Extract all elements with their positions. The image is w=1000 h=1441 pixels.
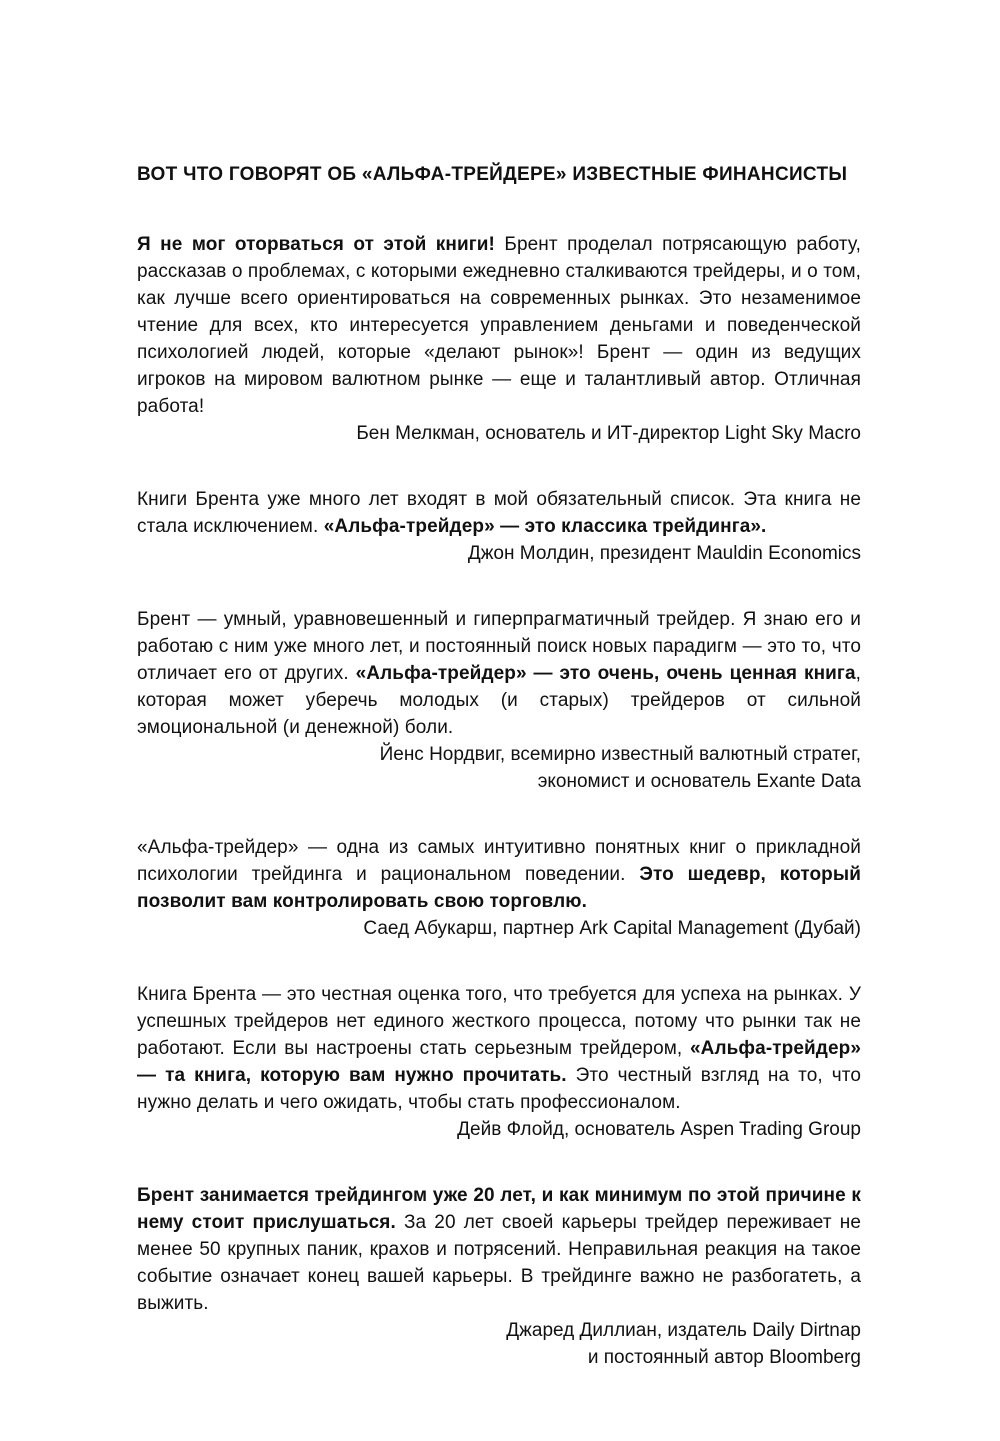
testimonial-quote bbox=[137, 981, 861, 1116]
testimonial-quote bbox=[137, 231, 861, 420]
quote-text: , которая может уберечь молодых (и старых) трейдеров от сильной эмоциональной (и денежной) боли. bbox=[137, 663, 862, 738]
page-title: ВОТ ЧТО ГОВОРЯТ ОБ «АЛЬФА-ТРЕЙДЕРЕ» ИЗВЕСТНЫЕ ФИНАНСИСТЫ bbox=[137, 164, 848, 185]
quote-highlight: «Альфа-трейдер» — это классика трейдинга». bbox=[323, 516, 767, 537]
testimonial-attribution bbox=[137, 420, 861, 447]
quote-highlight: «Альфа-трейдер» — это очень, очень ценная книга bbox=[355, 663, 856, 684]
attribution-line: Джаред Диллиан, издатель Daily Dirtnap bbox=[506, 1320, 861, 1341]
quote-highlight: «Альфа-трейдер» — та книга, которую вам нужно прочитать. bbox=[137, 1038, 861, 1086]
attribution-line: Дейв Флойд, основатель Aspen Trading Group bbox=[457, 1119, 861, 1140]
attribution-line: экономист и основатель Exante Data bbox=[537, 771, 861, 792]
quote-text: Брент проделал потрясающую работу, рассказав о проблемах, с которыми ежедневно сталкиваются трейдеры, и о том, как лучше всего ориентироваться на современных рынках. Это незаменимое чтение для всех, кто интересуется управлением деньгами и поведенческой психологией людей, которые «делают рынок»! Брент — один из ведущих игроков на мировом валютном рынке — еще и талантливый автор. Отличная работа! bbox=[137, 234, 861, 417]
quote-text: «Альфа-трейдер» — одна из самых интуитивно понятных книг о прикладной психологии трейдинга и рациональном поведении. bbox=[137, 837, 861, 885]
testimonial-attribution bbox=[137, 1116, 861, 1143]
quote-text: За 20 лет своей карьеры трейдер переживает не менее 50 крупных паник, крахов и потрясений. Неправильная реакция на такое событие означает конец вашей карьеры. В трейдинге важно не разбогатеть, а выжить. bbox=[137, 1212, 862, 1314]
attribution-line: Йенс Нордвиг, всемирно известный валютный стратег, bbox=[379, 744, 861, 765]
testimonial-quote bbox=[137, 606, 861, 741]
testimonial-attribution bbox=[137, 741, 861, 795]
testimonial-quote bbox=[137, 1182, 861, 1317]
testimonial-1 bbox=[137, 231, 861, 447]
quote-highlight: Брент занимается трейдингом уже 20 лет, и как минимум по этой причине к нему стоит прислушаться. bbox=[137, 1185, 861, 1233]
testimonial-4 bbox=[137, 834, 861, 942]
testimonial-attribution bbox=[137, 540, 861, 567]
testimonial-6 bbox=[137, 1182, 861, 1371]
quote-text: Книга Брента — это честная оценка того, что требуется для успеха на рынках. У успешных трейдеров нет единого жесткого процесса, потому что рынки так не работают. Если вы настроены стать серьезным трейдером, bbox=[137, 984, 861, 1059]
testimonial-5 bbox=[137, 981, 861, 1143]
quote-highlight: Я не мог оторваться от этой книги! bbox=[137, 234, 505, 255]
testimonial-attribution bbox=[137, 915, 861, 942]
attribution-line: Саед Абукарш, партнер Ark Capital Management (Дубай) bbox=[363, 918, 861, 939]
testimonial-2 bbox=[137, 486, 861, 567]
quote-text: Книги Брента уже много лет входят в мой обязательный список. Эта книга не стала исключением. bbox=[137, 489, 861, 537]
quote-text: Брент — умный, уравновешенный и гиперпрагматичный трейдер. Я знаю его и работаю с ним уже много лет, и постоянный поиск новых парадигм — это то, что отличает его от других. bbox=[137, 609, 861, 684]
testimonial-quote bbox=[137, 834, 861, 915]
testimonial-3 bbox=[137, 606, 861, 795]
quote-highlight: Это шедевр, который позволит вам контролировать свою торговлю. bbox=[137, 864, 861, 912]
attribution-line: и постоянный автор Bloomberg bbox=[587, 1347, 861, 1368]
quote-text: Это честный взгляд на то, что нужно делать и чего ожидать, чтобы стать профессионалом. bbox=[137, 1065, 861, 1113]
testimonial-quote bbox=[137, 486, 861, 540]
attribution-line: Бен Мелкман, основатель и ИТ-директор Light Sky Macro bbox=[356, 423, 861, 444]
attribution-line: Джон Молдин, президент Mauldin Economics bbox=[467, 543, 861, 564]
testimonial-attribution bbox=[137, 1317, 861, 1371]
